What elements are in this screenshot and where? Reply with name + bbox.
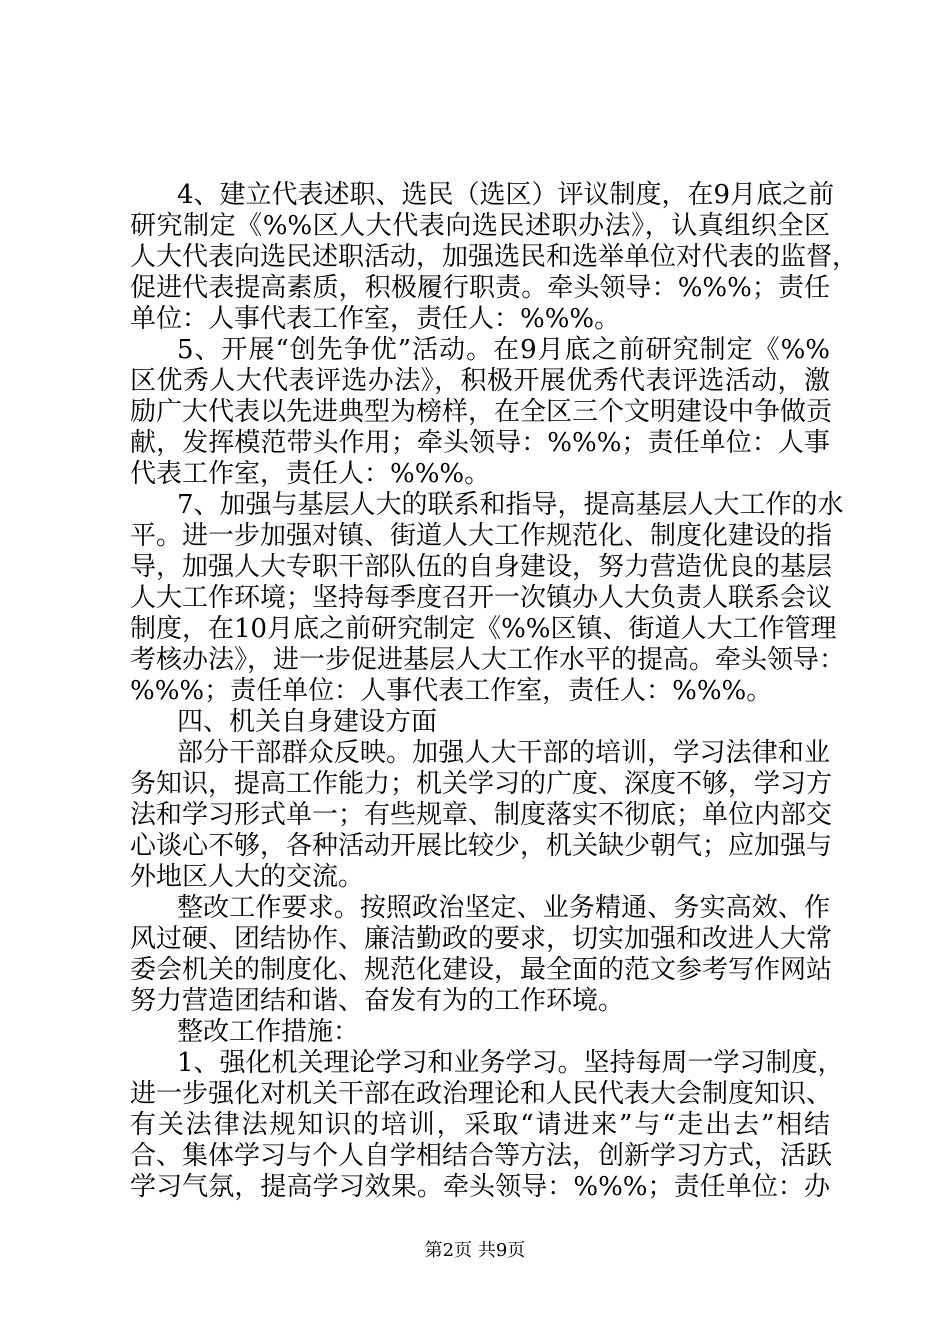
text-line: 导，加强人大专职干部队伍的自身建设，努力营造优良的基层 [130, 552, 833, 582]
text-line: 风过硬、团结协作、廉洁勤政的要求，切实加强和改进人大常 [130, 924, 833, 954]
text-line: 区优秀人大代表评选办法》，积极开展优秀代表评选活动，激 [130, 366, 830, 396]
text-line: 法和学习形式单一；有些规章、制度落实不彻底；单位内部交 [130, 800, 833, 830]
text-line: 人大工作环境；坚持每季度召开一次镇办人大负责人联系会议 [130, 583, 833, 613]
text-line: 有关法律法规知识的培训，采取“请进来”与“走出去”相结 [130, 1110, 830, 1140]
text-line: 单位：人事代表工作室，责任人：%%%。 [130, 304, 621, 334]
text-line: 献，发挥模范带头作用；牵头领导：%%%；责任单位：人事 [130, 428, 830, 458]
text-line: 平。进一步加强对镇、街道人大工作规范化、制度化建设的指 [130, 521, 833, 551]
text-line: 合、集体学习与个人自学相结合等方法，创新学习方式，活跃 [130, 1141, 833, 1171]
text-line: 代表工作室，责任人：%%%。 [130, 459, 491, 489]
text-line: 整改工作措施： [177, 1017, 360, 1047]
text-line: 外地区人大的交流。 [130, 862, 365, 892]
text-line: 学习气氛，提高学习效果。牵头领导：%%%；责任单位：办 [130, 1172, 830, 1202]
text-line: 促进代表提高素质，积极履行职责。牵头领导：%%%；责任 [130, 273, 830, 303]
text-line: 努力营造团结和谐、奋发有为的工作环境。 [130, 986, 625, 1016]
text-line: %%%；责任单位：人事代表工作室，责任人：%%%。 [130, 676, 773, 706]
text-line: 4、建立代表述职、选民（选区）评议制度，在9月底之前 [177, 180, 835, 210]
text-line: 励广大代表以先进典型为榜样，在全区三个文明建设中争做贡 [130, 397, 833, 427]
text-line: 整改工作要求。按照政治坚定、业务精通、务实高效、作 [177, 893, 830, 923]
text-line: 5、开展“创先争优”活动。在9月底之前研究制定《%% [177, 335, 830, 365]
text-line: 委会机关的制度化、规范化建设，最全面的范文参考写作网站 [130, 955, 833, 985]
text-line: 心谈心不够，各种活动开展比较少，机关缺少朝气；应加强与 [130, 831, 833, 861]
text-line: 制度，在10月底之前研究制定《%%区镇、街道人大工作管理 [130, 614, 837, 644]
section-heading: 四、机关自身建设方面 [177, 707, 438, 737]
text-line: 进一步强化对机关干部在政治理论和人民代表大会制度知识、 [130, 1079, 833, 1109]
page-footer: 第2页 共9页 [424, 1240, 526, 1261]
text-line: 研究制定《%%区人大代表向选民述职办法》，认真组织全区 [130, 211, 830, 241]
text-line: 7、加强与基层人大的联系和指导，提高基层人大工作的水 [177, 490, 844, 520]
text-line: 人大代表向选民述职活动，加强选民和选举单位对代表的监督， [130, 242, 859, 272]
text-line: 考核办法》，进一步促进基层人大工作水平的提高。牵头领导： [130, 645, 846, 675]
text-line: 1、强化机关理论学习和业务学习。坚持每周一学习制度， [177, 1048, 844, 1078]
text-line: 部分干部群众反映。加强人大干部的培训，学习法律和业 [177, 738, 830, 768]
text-line: 务知识，提高工作能力；机关学习的广度、深度不够，学习方 [130, 769, 833, 799]
